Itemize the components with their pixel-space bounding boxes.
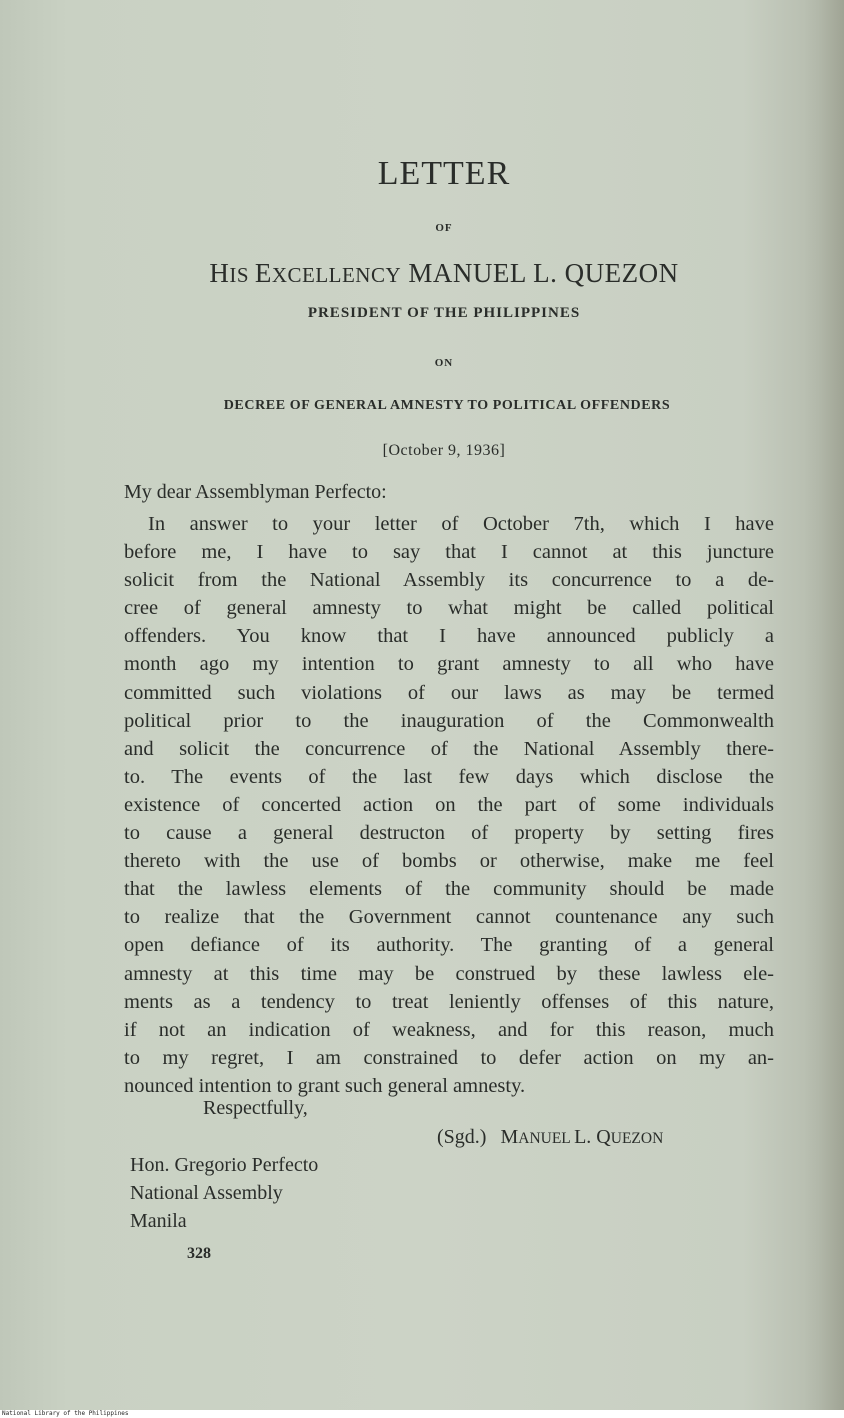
document-title: LETTER	[377, 155, 511, 192]
body-line: solicit from the National Assembly its concurrence to a de-	[124, 569, 774, 592]
signature-part: L. Q	[574, 1126, 611, 1148]
body-line: and solicit the concurrence of the National Assembly there-	[124, 737, 774, 760]
closing: Respectfully,	[203, 1097, 308, 1119]
body-line: to cause a general destructon of property by setting fires	[124, 822, 774, 845]
addressee-city: Manila	[130, 1210, 187, 1232]
body-line: political prior to the inauguration of the Commonwealth	[124, 709, 774, 732]
body-line: offenders. You know that I have announced publicly a	[124, 625, 774, 648]
body-line: nounced intention to grant such general amnesty.	[124, 1074, 526, 1097]
signature-initial: M	[500, 1126, 519, 1148]
author-name: MANUEL L. QUEZON	[408, 258, 679, 288]
author-prefix2-initial: E	[254, 258, 272, 288]
body-line: amnesty at this time may be construed by these lawless ele-	[124, 962, 774, 985]
body-line: committed such violations of our laws as may be termed	[124, 681, 774, 704]
body-line: if not an indication of weakness, and for this reason, much	[124, 1018, 774, 1041]
document-subject: DECREE OF GENERAL AMNESTY TO POLITICAL OFFENDERS	[223, 398, 671, 413]
letter-body	[124, 510, 774, 1100]
page-edge-shadow	[804, 0, 844, 1410]
signature-part: ANUEL	[518, 1130, 575, 1147]
author-prefix2-rest: XCELLENCY	[271, 263, 402, 287]
body-line: open defiance of its authority. The granting of a general	[124, 934, 774, 957]
author-prefix-initial: H	[209, 258, 230, 288]
signature-name	[500, 1126, 663, 1148]
document-date: [October 9, 1936]	[382, 442, 506, 459]
salutation: My dear Assemblyman Perfecto:	[124, 481, 387, 503]
body-line: In answer to your letter of October 7th, which I have	[148, 513, 774, 535]
page-number: 328	[187, 1245, 211, 1262]
footer-credit: National Library of the Philippines	[2, 1410, 129, 1417]
addressee-name: Hon. Gregorio Perfecto	[130, 1154, 319, 1176]
body-line: existence of concerted action on the part of some individuals	[124, 793, 774, 816]
body-line: month ago my intention to grant amnesty to all who have	[124, 653, 774, 676]
body-line: to my regret, I am constrained to defer action on my an-	[124, 1046, 774, 1069]
body-line: before me, I have to say that I cannot at this juncture	[124, 541, 774, 564]
on-label: ON	[434, 357, 454, 369]
author-prefix-rest: IS	[229, 263, 255, 287]
body-line: that the lawless elements of the community should be made	[124, 878, 774, 901]
of-label: OF	[435, 222, 453, 234]
author-heading	[22, 258, 844, 289]
body-line: thereto with the use of bombs or otherwise, make me feel	[124, 850, 774, 873]
body-line: to. The events of the last few days which disclose the	[124, 765, 774, 788]
signature	[437, 1126, 663, 1149]
signature-part: UEZON	[610, 1130, 664, 1147]
addressee-org: National Assembly	[130, 1182, 283, 1204]
signature-prefix: (Sgd.)	[437, 1126, 487, 1148]
body-line: cree of general amnesty to what might be called political	[124, 597, 774, 620]
body-line: ments as a tendency to treat leniently offenses of this nature,	[124, 990, 774, 1013]
body-line: to realize that the Government cannot countenance any such	[124, 906, 774, 929]
author-position: PRESIDENT OF THE PHILIPPINES	[307, 305, 581, 321]
